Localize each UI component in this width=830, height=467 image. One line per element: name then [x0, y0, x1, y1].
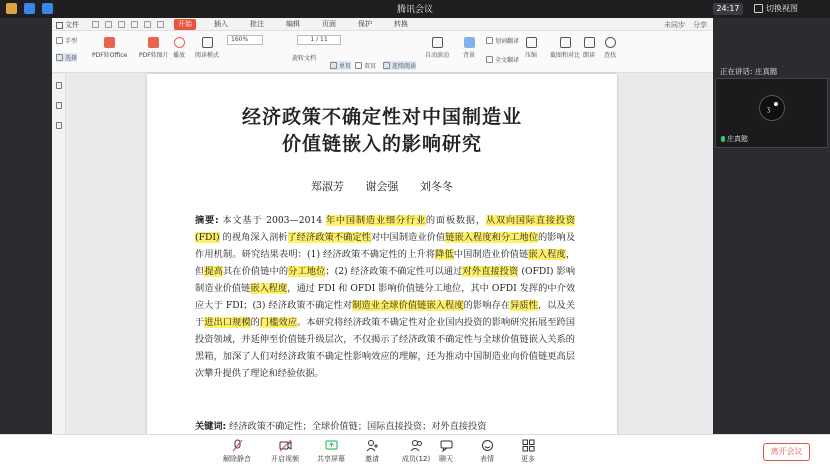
members-label: 成员(12): [401, 455, 431, 463]
highlighted-text: 提高: [204, 266, 223, 277]
highlighted-text: 制造业全球价值链嵌入程度: [352, 300, 464, 311]
doc-menu-bar: [52, 18, 713, 31]
convert-icon: [104, 37, 115, 48]
translate-full-label: 全文翻译: [495, 57, 520, 64]
find-label: 查找: [604, 52, 617, 59]
sync-status[interactable]: 未同步: [664, 21, 685, 29]
find-button[interactable]: [604, 37, 616, 59]
thumbnail-icon[interactable]: [56, 102, 62, 109]
abstract-text: 的影响及作用机制。研究结果表明：(1) 经济政策不确定性的上升将: [195, 232, 576, 260]
highlighted-text: 对外直接投资: [462, 266, 519, 277]
read-mode-label: 阅读模式: [195, 52, 220, 59]
cursor-icon: [56, 54, 63, 61]
tile-name-label: 庄真懿: [727, 135, 748, 143]
single-page-icon: [330, 62, 337, 69]
chat-icon: [440, 439, 453, 452]
switch-view-button[interactable]: [754, 3, 798, 14]
print-icon[interactable]: [118, 21, 125, 28]
avatar-mark: ʒ: [767, 106, 771, 113]
tab-protect[interactable]: 保护: [358, 20, 372, 28]
abstract-text: ，通过 FDI 和 OFDI 影响价值链分工地位，其中 OFDI 发挥的中介效应大于 FDI；(3) 经济政策不确定性对: [195, 283, 576, 311]
camera-off-icon: [279, 439, 292, 452]
scissors-icon: [560, 37, 571, 48]
play-button[interactable]: [173, 37, 185, 59]
abstract-text: 本文基于 2003—2014: [222, 215, 326, 226]
translate-word-button[interactable]: [486, 36, 519, 45]
highlighted-text: 了经济政策不确定性: [287, 232, 371, 243]
abstract-text: ，以及关于: [195, 300, 576, 328]
pdf-to-office-label: PDF转Office: [92, 52, 128, 59]
continuous-button[interactable]: [383, 61, 416, 70]
document-page: [147, 74, 617, 444]
highlighted-text: 进出口规模: [204, 317, 251, 328]
shared-screen: [52, 18, 713, 434]
hand-label: 手型: [65, 38, 78, 45]
abstract-text: 对中国制造业价值: [371, 232, 446, 243]
abstract-text: 。本研究将经济政策不确定性对企业国内投资的影响研究拓展至跨国投资领域，并延伸至价值链升级层次，不仅揭示了经济政策不确定性与全球价值链嵌入关系的黑箱，加深了人们对经济政策不确定性影响效应的理解，还为推动中国制造业向价值链更高层次攀升提供了理论和经验依据。: [195, 317, 576, 379]
screen-share-icon: [325, 439, 338, 452]
dropdown-icon[interactable]: [157, 21, 164, 28]
highlighted-text: 降低: [435, 249, 454, 260]
select-tool[interactable]: [56, 53, 77, 62]
keywords-text: 经济政策不确定性；全球价值链；国际直接投资；对外直接投资: [229, 421, 487, 432]
paper-title: [147, 104, 617, 158]
menu-tabs: [174, 19, 412, 30]
mic-active-icon: [721, 136, 725, 142]
single-page-button[interactable]: [330, 61, 351, 70]
pdf-to-image-button[interactable]: [139, 37, 169, 59]
switch-view-label: 切换视图: [766, 4, 798, 13]
authors: [147, 178, 617, 194]
highlighted-text: 异质性: [510, 300, 538, 311]
search-icon: [605, 37, 616, 48]
speaker-icon: [584, 37, 595, 48]
image-icon: [148, 37, 159, 48]
abstract-text: 的视角深入剖析: [219, 232, 288, 243]
continuous-icon: [383, 62, 390, 69]
highlighted-text: 年中国制造业细分行业: [325, 215, 426, 226]
keywords: [195, 418, 585, 432]
screenshot-label: 截图和对比: [550, 52, 581, 59]
menu-icon: [56, 22, 63, 29]
author: 刘冬冬: [420, 180, 453, 193]
screenshot-button[interactable]: [550, 37, 580, 59]
unmute-button[interactable]: [212, 439, 262, 464]
abstract-text: 的面板数据，: [425, 215, 486, 226]
tab-convert[interactable]: 转换: [394, 20, 408, 28]
hand-tool[interactable]: [56, 36, 77, 45]
author: 谢会强: [365, 180, 399, 193]
speaking-indicator: 正在讲话: 庄真懿: [720, 67, 778, 76]
translate-icon: [486, 37, 493, 44]
reactions-label: 表情: [480, 455, 494, 463]
paper-title-line-2: 价值链嵌入的影响研究: [281, 133, 482, 155]
quick-access: [92, 21, 164, 28]
rotate-button[interactable]: [292, 53, 316, 62]
auto-scroll-button[interactable]: [425, 37, 449, 59]
read-aloud-button[interactable]: [583, 37, 595, 59]
start-video-button[interactable]: [260, 439, 310, 464]
scroll-icon: [432, 37, 443, 48]
select-label: 选择: [65, 55, 78, 62]
file-menu[interactable]: [56, 20, 79, 30]
keywords-label: 关键词:: [195, 421, 227, 432]
highlighted-text: 嵌入程度: [250, 283, 288, 294]
book-icon: [202, 37, 213, 48]
open-icon[interactable]: [92, 21, 99, 28]
continuous-label: 连续阅读: [392, 63, 417, 70]
menu-right: [664, 20, 707, 30]
pdf-to-image-label: PDF转图片: [139, 52, 169, 59]
background-label: 背景: [463, 52, 476, 59]
play-label: 播放: [173, 52, 186, 59]
bookmark-icon[interactable]: [56, 82, 62, 89]
compress-icon: [526, 37, 537, 48]
file-menu-label: 文件: [65, 21, 79, 29]
hand-icon: [56, 37, 63, 44]
abstract-text: ，但: [195, 249, 576, 277]
avatar: [759, 95, 785, 121]
tab-start[interactable]: 开始: [174, 19, 196, 30]
abstract-label: 摘要:: [195, 215, 219, 226]
page-input[interactable]: 1 / 11: [297, 35, 341, 45]
abstract-text: 的: [250, 317, 260, 328]
highlighted-text: 链嵌入程度和分工地位: [445, 232, 538, 243]
doc-ribbon: [52, 31, 713, 73]
undo-icon[interactable]: [131, 21, 138, 28]
start-video-label: 开启视频: [271, 455, 299, 463]
paper-title-line-1: 经济政策不确定性对中国制造业: [241, 106, 522, 128]
highlighted-text: 门槛效应: [259, 317, 298, 328]
abstract-text: 其在价值链中的: [222, 266, 289, 277]
grid-icon: [754, 4, 763, 13]
play-icon: [174, 37, 185, 48]
share-button[interactable]: 分享: [693, 21, 707, 29]
doc-left-rail: [52, 74, 66, 434]
avatar-dot-icon: [774, 102, 778, 106]
highlighted-text: 从双向国际直接投资 (FDI): [195, 215, 576, 243]
title-bar: [0, 0, 830, 18]
mic-muted-icon: [231, 439, 244, 452]
abstract-text: 的影响存在: [463, 300, 511, 311]
window-title: 腾讯会议: [396, 5, 433, 15]
control-bar: [0, 434, 830, 467]
translate-full-button[interactable]: [486, 55, 519, 64]
double-page-button[interactable]: [355, 61, 376, 70]
translate-full-icon: [486, 56, 493, 63]
palette-icon: [464, 37, 475, 48]
zoom-select[interactable]: 160%: [227, 35, 263, 45]
tile-name: [721, 134, 748, 144]
chat-label: 聊天: [439, 455, 453, 463]
comment-icon[interactable]: [56, 122, 62, 129]
highlighted-text: 嵌入程度: [528, 249, 566, 260]
background-button[interactable]: [463, 37, 475, 59]
pdf-to-office-button[interactable]: [92, 37, 127, 59]
read-mode-button[interactable]: [195, 37, 219, 59]
compress-button[interactable]: [525, 37, 537, 59]
double-page-icon: [355, 62, 362, 69]
abstract-text: (OFDI) 影响制造业价值链: [195, 266, 576, 294]
compress-label: 压缩: [525, 52, 538, 59]
invite-label: 邀请: [365, 455, 379, 463]
abstract-text: ；(2) 经济政策不确定性可以通过: [325, 266, 463, 277]
save-icon[interactable]: [105, 21, 112, 28]
more-button[interactable]: [503, 439, 553, 464]
unmute-label: 解除静音: [223, 455, 251, 463]
highlighted-text: 分工地位: [288, 266, 326, 277]
tab-edit[interactable]: 编辑: [286, 20, 300, 28]
double-page-label: 双页: [364, 63, 377, 70]
abstract-text: 中国制造业价值链: [453, 249, 529, 260]
single-page-label: 单页: [339, 63, 352, 70]
video-tile[interactable]: [715, 78, 828, 148]
more-label: 更多: [521, 455, 535, 463]
share-screen-label: 共享屏幕: [317, 455, 345, 463]
speaker-panel: [713, 18, 830, 434]
tab-page[interactable]: 页面: [322, 20, 336, 28]
abstract-body: [195, 215, 575, 379]
rotate-label: 旋转文档: [292, 55, 317, 62]
auto-scroll-label: 自动滚动: [425, 52, 450, 59]
leave-meeting-button[interactable]: 离开会议: [763, 443, 810, 461]
redo-icon[interactable]: [144, 21, 151, 28]
smile-icon: [481, 439, 494, 452]
translate-word-label: 划词翻译: [495, 38, 520, 45]
tab-insert[interactable]: 插入: [214, 20, 228, 28]
more-grid-icon: [522, 439, 535, 452]
meeting-timer: 24:17: [713, 3, 743, 15]
tab-comment[interactable]: 批注: [250, 20, 264, 28]
abstract: [195, 212, 575, 382]
read-aloud-label: 朗读: [583, 52, 596, 59]
author: 郑淑芳: [311, 180, 344, 193]
